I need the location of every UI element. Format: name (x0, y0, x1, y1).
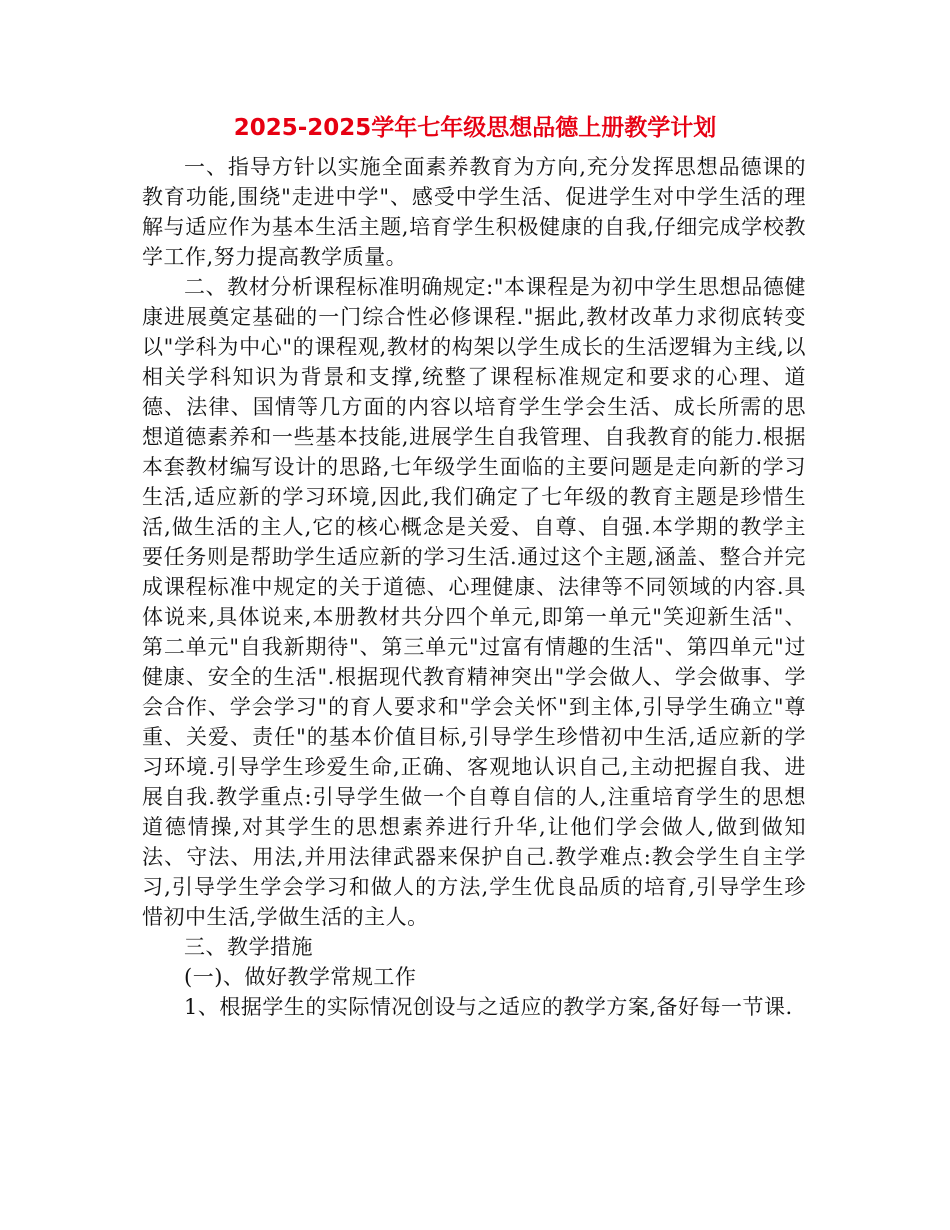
paragraph-guiding-principle: 一、指导方针以实施全面素养教育为方向,充分发挥思想品德课的教育功能,围绕"走进中学"、感受中学生活、促进学生对中学生活的理解与适应作为基本生活主题,培育学生积极健康的自我,仔细完成学校教学工作,努力提高教学质量。 (142, 155, 806, 269)
document-title: 2025-2025学年七年级思想品德上册教学计划 (233, 115, 717, 141)
subheading-routine-work: (一)、做好教学常规工作 (184, 965, 417, 989)
paragraph-item-1: 1、根据学生的实际情况创设与之适应的教学方案,备好每一节课. (184, 995, 793, 1019)
heading-teaching-measures: 三、教学措施 (184, 935, 313, 959)
paragraph-textbook-analysis: 二、教材分析课程标准明确规定:"本课程是为初中学生思想品德健康进展奠定基础的一门综合性必修课程."据此,教材改革力求彻底转变以"学科为中心"的课程观,教材的构架以学生成长的生活逻辑为主线,以相关学科知识为背景和支撑,统整了课程标准规定和要求的心理、道德、法律、国情等几方面的内容以培育学生学会生活、成长所需的思想道德素养和一些基本技能,进展学生自我管理、自我教育的能力.根据本套教材编写设计的思路,七年级学生面临的主要问题是走向新的学习生活,适应新的学习环境,因此,我们确定了七年级的教育主题是珍惜生活,做生活的主人,它的核心概念是关爱、自尊、自强.本学期的教学主要任务则是帮助学生适应新的学习生活.通过这个主题,涵盖、整合并完成课程标准中规定的关于道德、心理健康、法律等不同领域的内容.具体说来,具体说来,本册教材共分四个单元,即第一单元"笑迎新生活"、第二单元"自我新期待"、第三单元"过富有情趣的生活"、第四单元"过健康、安全的生活".根据现代教育精神突出"学会做人、学会做事、学会合作、学会学习"的育人要求和"学会关怀"到主体,引导学生确立"尊重、关爱、责任"的基本价值目标,引导学生珍惜初中生活,适应新的学习环境.引导学生珍爱生命,正确、客观地认识自己,主动把握自我、进展自我.教学重点:引导学生做一个自尊自信的人,注重培育学生的思想道德情操,对其学生的思想素养进行升华,让他们学会做人,做到做知法、守法、用法,并用法律武器来保护自己.教学难点:教会学生自主学习,引导学生学会学习和做人的方法,学生优良品质的培育,引导学生珍惜初中生活,学做生活的主人。 (142, 275, 806, 929)
document-body (142, 152, 806, 1022)
